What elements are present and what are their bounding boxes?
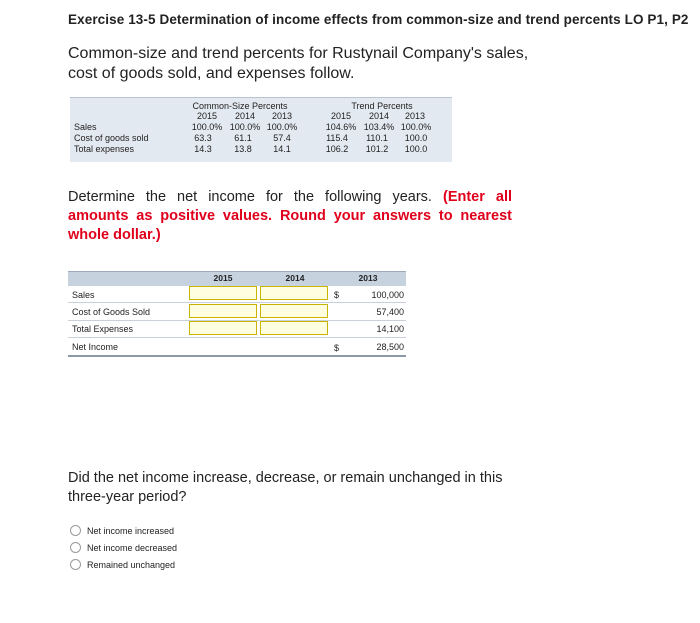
reference-table [70, 97, 452, 162]
ref-cell: 100.0% [191, 122, 223, 132]
ref-cell: 57.4 [273, 133, 291, 143]
option-remained-unchanged[interactable] [70, 559, 175, 570]
cogs-2014-input[interactable] [260, 304, 328, 318]
expenses-2015-input[interactable] [189, 321, 257, 335]
ref-cell: 100.0% [266, 122, 298, 132]
header-2013: 2013 [358, 273, 378, 283]
answer-table [68, 271, 406, 355]
option-label: Net income decreased [87, 542, 178, 553]
question-net-income [68, 188, 512, 245]
tr-year-2014: 2014 [368, 111, 390, 121]
option-label: Remained unchanged [87, 559, 176, 570]
row-label-net-income: Net Income [72, 342, 119, 352]
exercise-title: Exercise 13-5 Determination of income effects from common-size and trend percents LO P1, P2 [68, 12, 689, 27]
ref-cell: 63.3 [194, 133, 212, 143]
ref-cell: 106.2 [325, 144, 349, 154]
dollar-sign: $ [334, 290, 340, 300]
sales-2015-input[interactable] [189, 286, 257, 300]
ref-cell: 100.0% [229, 122, 261, 132]
row-label-cogs: Cost of Goods Sold [72, 307, 151, 317]
ref-cell: 115.4 [326, 133, 348, 143]
header-2015: 2015 [213, 273, 233, 283]
ref-row-label: Cost of goods sold [74, 133, 149, 143]
ref-cell: 100.0 [404, 133, 428, 143]
header-2014: 2014 [285, 273, 305, 283]
ref-cell: 13.8 [234, 144, 252, 154]
dollar-sign: $ [334, 343, 340, 353]
trend-header: Trend Percents [351, 101, 413, 111]
expenses-2013-value: 14,100 [376, 324, 404, 334]
ref-cell: 104.6% [325, 122, 357, 132]
net-income-2013-value: 28,500 [376, 342, 404, 352]
ref-cell: 103.4% [363, 122, 395, 132]
cs-year-2015: 2015 [196, 111, 218, 121]
sales-2013-value: 100,000 [371, 290, 404, 300]
ref-cell: 14.1 [273, 144, 291, 154]
option-label: Net income increased [87, 525, 175, 536]
ref-cell: 101.2 [365, 144, 389, 154]
ref-cell: 100.0 [404, 144, 428, 154]
question-instruction: (Enter all amounts as positive values. Round your answers to nearest whole dollar.) [68, 189, 513, 243]
cs-year-2013: 2013 [271, 111, 293, 121]
ref-cell: 14.3 [194, 144, 212, 154]
table-bottom-rule [68, 355, 406, 357]
ref-cell: 100.0% [400, 122, 432, 132]
cogs-2015-input[interactable] [189, 304, 257, 318]
row-label-sales: Sales [72, 290, 95, 300]
expenses-2014-input[interactable] [260, 321, 328, 335]
ref-cell: 110.1 [366, 133, 388, 143]
sales-2014-input[interactable] [260, 286, 328, 300]
option-income-decreased[interactable] [70, 542, 177, 553]
radio-button[interactable] [70, 559, 81, 570]
cs-year-2014: 2014 [234, 111, 256, 121]
option-income-increased[interactable] [70, 525, 174, 536]
question-text: Determine the net income for the following years. [68, 189, 432, 205]
ref-cell: 61.1 [234, 133, 252, 143]
radio-button[interactable] [70, 542, 81, 553]
row-label-total-expenses: Total Expenses [72, 324, 134, 334]
tr-year-2013: 2013 [404, 111, 426, 121]
tr-year-2015: 2015 [330, 111, 352, 121]
radio-button[interactable] [70, 525, 81, 536]
intro-text: Common-size and trend percents for Rustynail Company's sales, cost of goods sold, and expenses follow. [68, 45, 529, 82]
question-trend: Did the net income increase, decrease, or remain unchanged in this three-year period? [68, 470, 503, 505]
cogs-2013-value: 57,400 [376, 307, 404, 317]
common-size-header: Common-Size Percents [192, 101, 288, 111]
ref-row-label: Sales [74, 122, 97, 132]
ref-row-label: Total expenses [74, 144, 135, 154]
